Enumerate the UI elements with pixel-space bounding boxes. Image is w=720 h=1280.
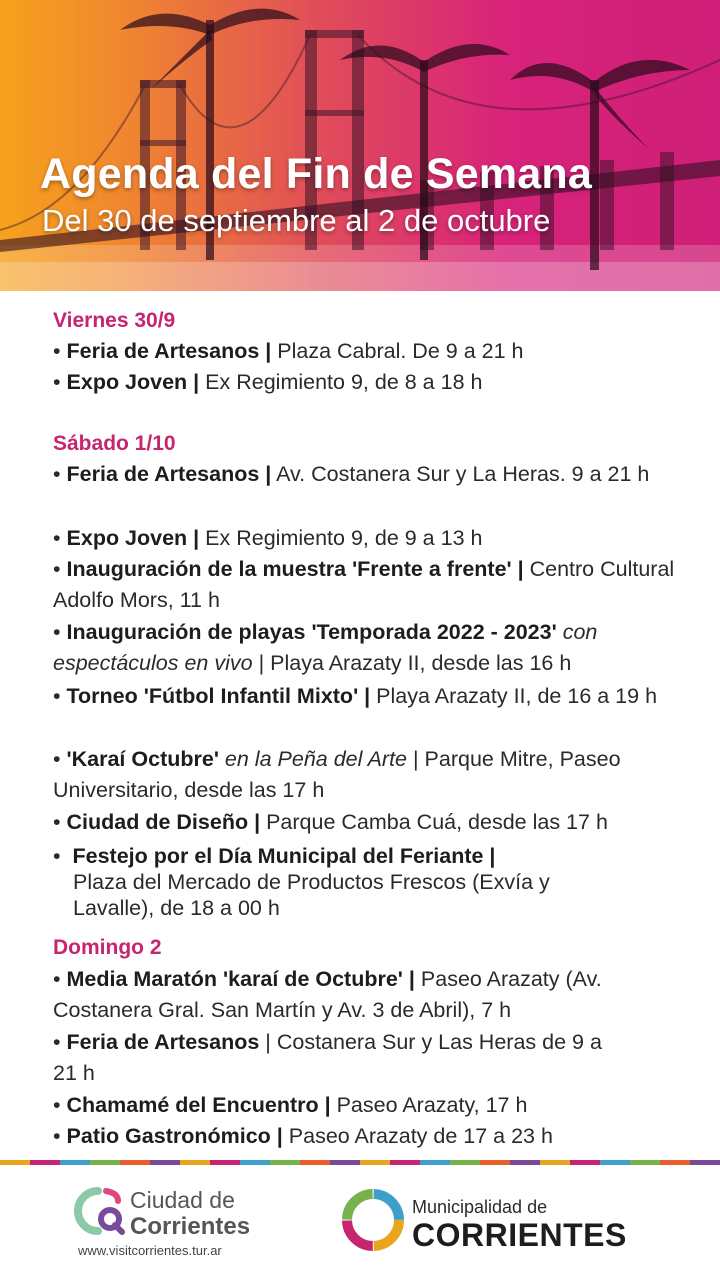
ciudad-de-corrientes-logo <box>72 1183 272 1263</box>
day-heading-viernes: Viernes 30/9 <box>53 309 176 332</box>
page-title: Agenda del Fin de Semana <box>40 150 592 198</box>
footer <box>0 1165 720 1280</box>
list-item: • Expo Joven | Ex Regimiento 9, de 8 a 18 h <box>53 370 483 394</box>
list-item: • Feria de Artesanos | Plaza Cabral. De 9 a 21 h <box>53 339 524 363</box>
logo-left-line1: Ciudad de <box>130 1187 235 1213</box>
list-item: • Ciudad de Diseño | Parque Camba Cuá, desde las 17 h <box>53 810 608 834</box>
day-heading-sabado: Sábado 1/10 <box>53 432 176 455</box>
list-item: • 'Karaí Octubre' en la Peña del Arte | Parque Mitre, Paseo Universitario, desde las 17 h <box>53 747 621 802</box>
list-item: • Festejo por el Día Municipal del Feriante | Plaza del Mercado de Productos Frescos (Exvía y Lavalle), de 18 a 00 h <box>53 844 550 920</box>
page-subtitle: Del 30 de septiembre al 2 de octubre <box>42 203 551 238</box>
logo-left-line2: Corrientes <box>130 1213 251 1240</box>
list-item: • Expo Joven | Ex Regimiento 9, de 9 a 13 h <box>53 526 483 550</box>
list-item: • Patio Gastronómico | Paseo Arazaty de 17 a 23 h <box>53 1124 553 1148</box>
list-item: • Torneo 'Fútbol Infantil Mixto' | Playa Arazaty II, de 16 a 19 h <box>53 684 658 708</box>
cq-mark-icon <box>72 1185 128 1241</box>
list-item: • Feria de Artesanos | Av. Costanera Sur y La Heras. 9 a 21 h <box>53 462 650 486</box>
header-banner <box>0 0 720 291</box>
list-item: • Feria de Artesanos | Costanera Sur y Las Heras de 9 a 21 h <box>53 1030 602 1085</box>
list-item: • Media Maratón 'karaí de Octubre' | Paseo Arazaty (Av. Costanera Gral. San Martín y Av. 3 de Abril), 7 h <box>53 967 602 1022</box>
website-url: www.visitcorrientes.tur.ar <box>78 1243 222 1258</box>
list-item: • Chamamé del Encuentro | Paseo Arazaty, 17 h <box>53 1093 528 1117</box>
list-item: • Inauguración de la muestra 'Frente a frente' | Centro Cultural Adolfo Mors, 11 h <box>53 557 675 612</box>
day-heading-domingo: Domingo 2 <box>53 936 162 959</box>
bridge-palm-illustration <box>0 0 720 291</box>
municipalidad-logo <box>340 1183 640 1263</box>
logo-right-line2: CORRIENTES <box>412 1217 627 1253</box>
logo-right-line1: Municipalidad de <box>412 1197 548 1217</box>
list-item: • Inauguración de playas 'Temporada 2022 - 2023' con espectáculos en vivo | Playa Arazaty II, desde las 16 h <box>53 620 598 675</box>
municipal-circle-icon <box>340 1187 406 1253</box>
